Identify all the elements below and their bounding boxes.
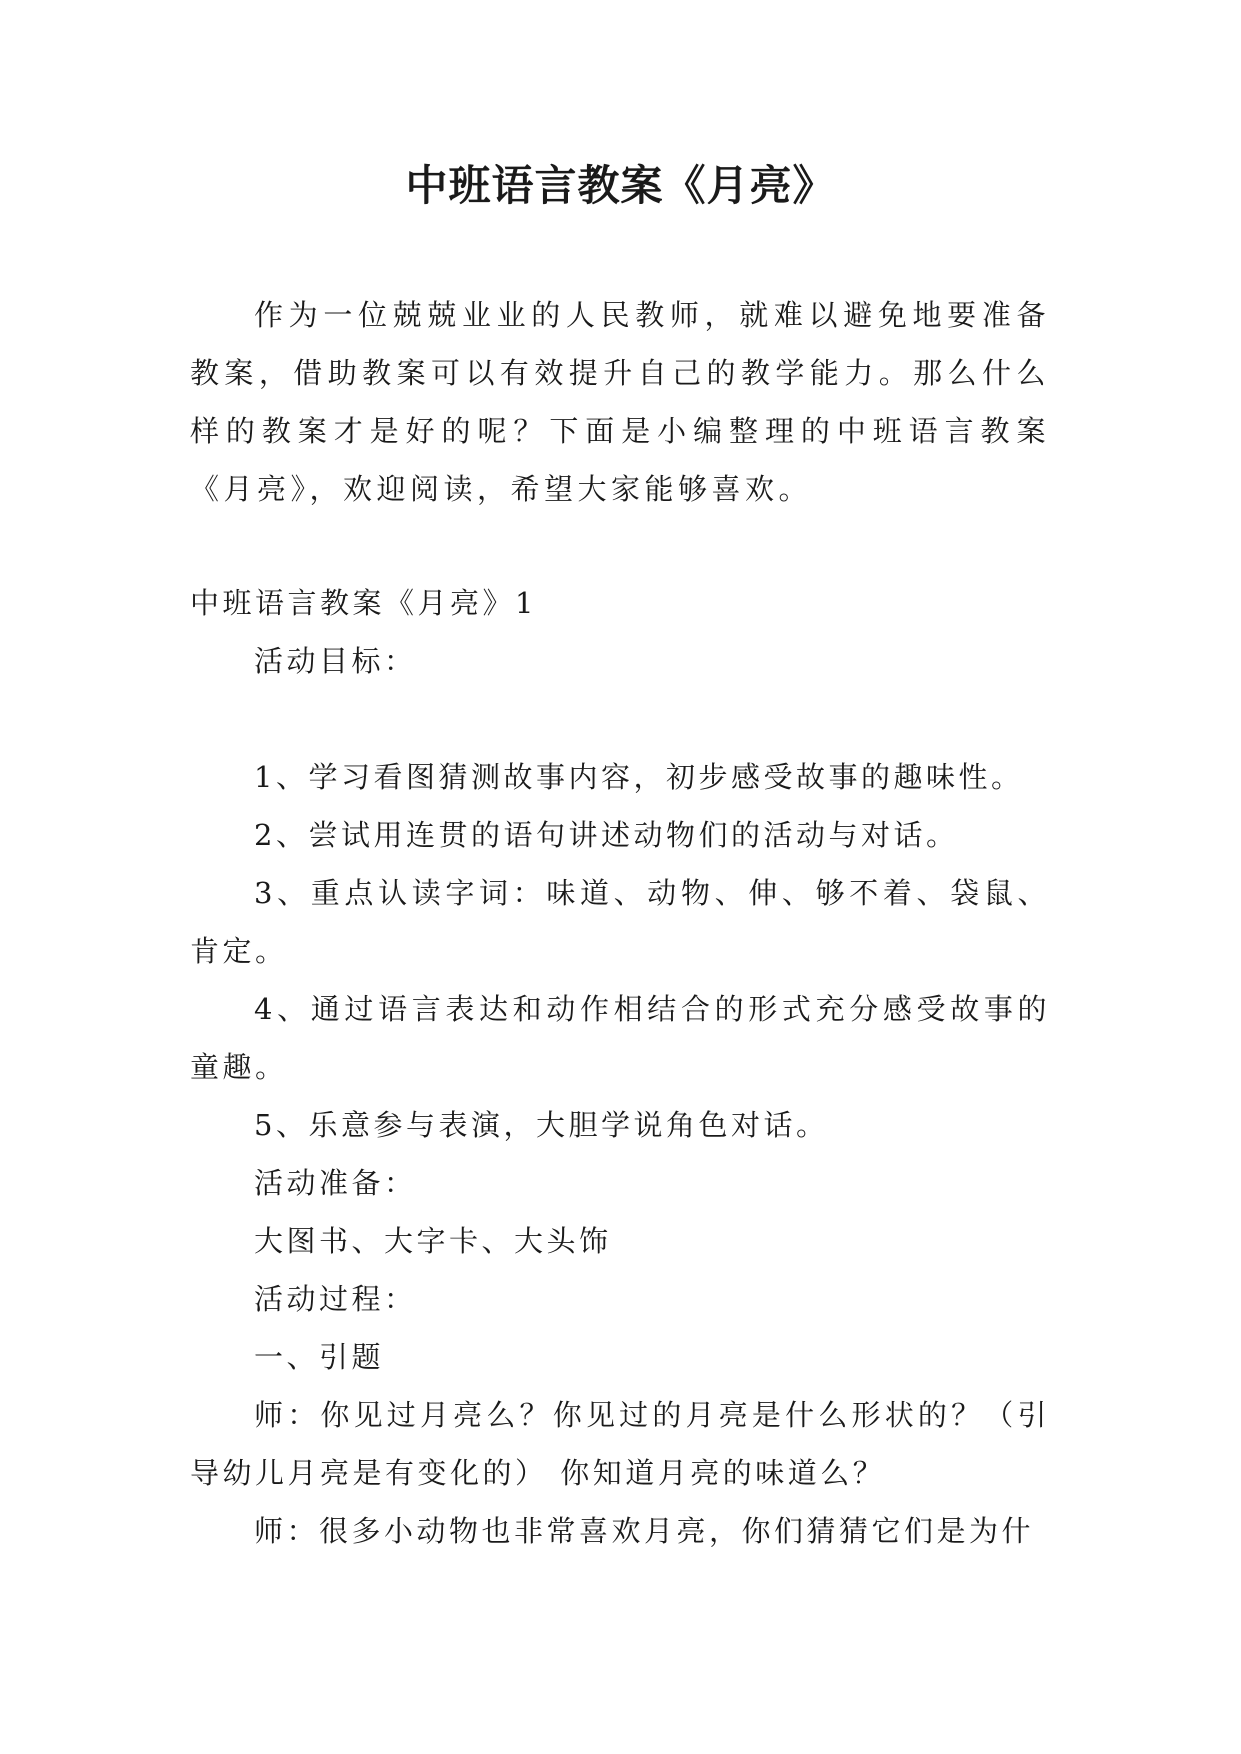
step-1-heading: 一、引题 bbox=[254, 1340, 385, 1374]
document-title: 中班语言教案《月亮》 bbox=[405, 161, 836, 210]
prep-heading: 活动准备： bbox=[254, 1166, 417, 1200]
intro-paragraph: 作为一位兢兢业业的人民教师，就难以避免地要准备教案，借助教案可以有效提升自己的教学能力。那么什么样的教案才是好的呢？下面是小编整理的中班语言教案《月亮》，欢迎阅读，希望大家能够喜欢。 bbox=[190, 298, 1050, 506]
goals-heading: 活动目标： bbox=[254, 644, 417, 678]
goal-item-1: 1、学习看图猜测故事内容，初步感受故事的趣味性。 bbox=[254, 760, 1024, 794]
dialogue-paragraph-2: 师：很多小动物也非常喜欢月亮，你们猜猜它们是为什 bbox=[254, 1514, 1035, 1548]
goal-item-3: 3、重点认读字词：味道、动物、伸、够不着、袋鼠、肯定。 bbox=[190, 876, 1050, 968]
goal-item-5: 5、乐意参与表演，大胆学说角色对话。 bbox=[254, 1108, 829, 1142]
goal-item-4: 4、通过语言表达和动作相结合的形式充分感受故事的童趣。 bbox=[190, 992, 1050, 1084]
document-body bbox=[190, 574, 1050, 1560]
process-heading: 活动过程： bbox=[254, 1282, 417, 1316]
prep-text: 大图书、大字卡、大头饰 bbox=[254, 1224, 612, 1258]
section-heading: 中班语言教案《月亮》1 bbox=[190, 586, 537, 620]
dialogue-paragraph-1: 师：你见过月亮么？你见过的月亮是什么形状的？（引导幼儿月亮是有变化的） 你知道月亮的味道么？ bbox=[190, 1398, 1050, 1490]
goal-item-2: 2、尝试用连贯的语句讲述动物们的活动与对话。 bbox=[254, 818, 959, 852]
